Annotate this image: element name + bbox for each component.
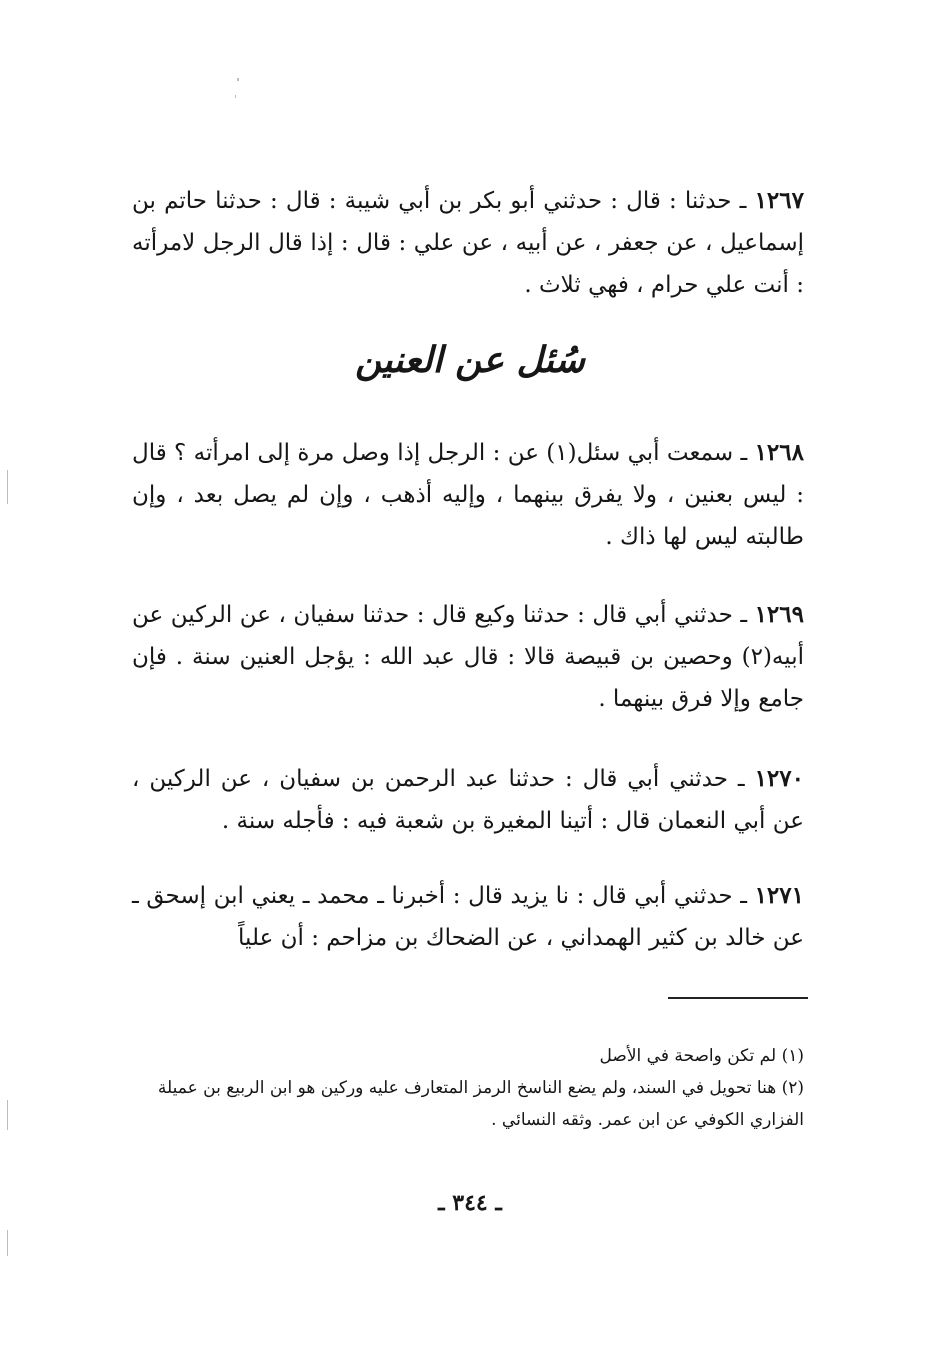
hadith-number: ١٢٦٩ [754,601,804,628]
hadith-text: ـ حدثني أبي قال : حدثنا عبد الرحمن بن سفيان ، عن الركين ، عن أبي النعمان قال : أتينا المغيرة بن شعبة فيه : فأجله سنة . [132,766,804,834]
hadith-paragraph-1269 [132,594,804,720]
hadith-number: ١٢٦٧ [754,187,804,214]
scan-speck [7,1100,8,1130]
footnotes [132,1040,804,1136]
footnote-2: (٢) هنا تحويل في السند، ولم يضع الناسخ الرمز المتعارف عليه وركين هو ابن الربيع بن عميلة الفزاري الكوفي عن ابن عمر. وثقه النسائي . [157,1078,804,1130]
footnote-divider [668,997,808,999]
scan-speck [235,95,236,98]
hadith-paragraph-1267 [132,180,804,306]
hadith-text: ـ سمعت أبي سئل(١) عن : الرجل إذا وصل مرة إلى امرأته ؟ قال : ليس بعنين ، ولا يفرق بينهما ، وإليه أذهب ، وإن لم يصل بعد ، وإن طالبته ليس لها ذاك . [132,440,804,550]
section-heading: سُئل عن العنين [355,339,585,381]
hadith-number: ١٢٦٨ [754,439,804,466]
scan-speck [237,78,239,81]
scan-speck [7,1230,8,1256]
hadith-text: ـ حدثنا : قال : حدثني أبو بكر بن أبي شيبة : قال : حدثنا حاتم بن إسماعيل ، عن جعفر ، عن أبيه ، عن علي : قال : إذا قال الرجل لامرأته : أنت علي حرام ، فهي ثلاث . [132,188,804,298]
hadith-text: ـ حدثني أبي قال : نا يزيد قال : أخبرنا ـ محمد ـ يعني ابن إسحق ـ عن خالد بن كثير الهمداني ، عن الضحاك بن مزاحم : أن علياً [132,883,804,951]
hadith-number: ١٢٧١ [754,882,804,909]
page-number: ـ ٣٤٤ ـ [438,1190,502,1216]
hadith-number: ١٢٧٠ [754,765,804,792]
footnote-1: (١) لم تكن واصحة في الأصل [599,1046,804,1066]
hadith-paragraph-1268 [132,432,804,558]
hadith-paragraph-1270 [132,758,804,842]
scan-speck [7,470,8,504]
hadith-paragraph-1271 [132,875,804,959]
hadith-text: ـ حدثني أبي قال : حدثنا وكيع قال : حدثنا سفيان ، عن الركين عن أبيه(٢) وحصين بن قبيصة قالا : قال عبد الله : يؤجل العنين سنة . فإن جامع وإلا فرق بينهما . [132,602,804,712]
